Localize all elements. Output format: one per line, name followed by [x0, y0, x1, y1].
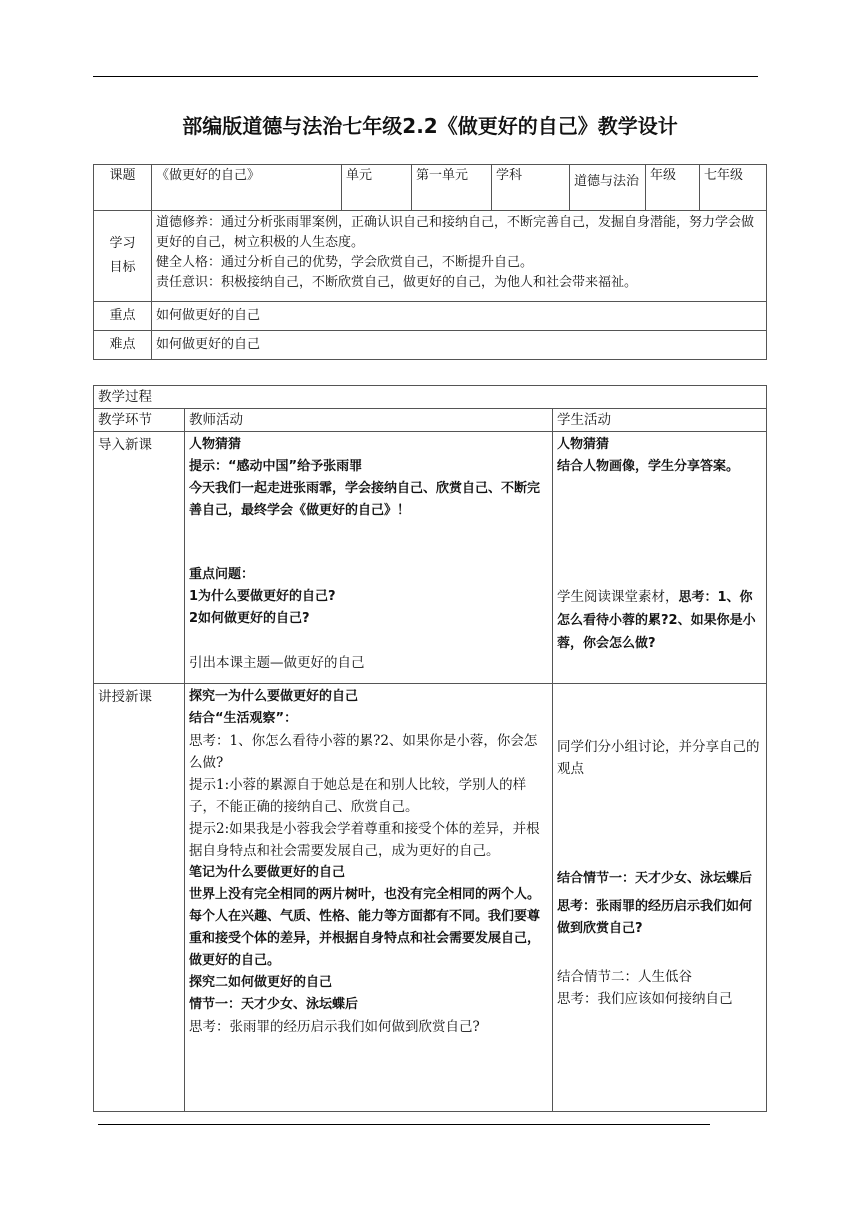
difficulty-label: 难点 — [94, 331, 152, 360]
explore-2-title: 探究二如何做更好的自己 — [189, 975, 333, 990]
goals-label — [94, 211, 152, 302]
think-question-2: 思考：张雨罪的经历启示我们如何做到欣赏自己? — [189, 1019, 480, 1035]
student-plot-2: 结合情节二：人生低谷 — [557, 969, 692, 985]
explore-1-title: 探究一为什么要做更好的自己 — [189, 689, 359, 704]
hint-1: 提示1:小蓉的累源自于她总是在和别人比较，学别人的样子，不能正确的接纳自己、欣赏自己。 — [189, 777, 527, 815]
difficulty-value: 如何做更好的自己 — [152, 331, 767, 360]
document-title: 部编版道德与法治七年级2.2《做更好的自己》教学设计 — [182, 114, 678, 138]
grade-label: 年级 — [646, 165, 700, 211]
intro-statement: 今天我们一起走进张雨霏，学会接纳自己、欣赏自己、不断完善自己，最终学会《做更好的自己》！ — [189, 481, 541, 518]
student-think-1: 思考：张雨罪的经历启示我们如何做到欣赏自己? — [557, 899, 753, 936]
teaching-process-table — [93, 385, 767, 1112]
student-plot-1: 结合情节一：天才少女、泳坛蝶后 — [557, 871, 753, 886]
key-question-1: 1为什么要做更好的自己? — [189, 589, 336, 604]
student-group-discussion: 同学们分小组讨论，并分享自己的观点 — [557, 739, 760, 777]
topic-value: 《做更好的自己》 — [152, 165, 342, 211]
intro-hint: 提示：“感动中国”给予张雨罪 — [189, 459, 363, 474]
student-guess-title: 人物猜猜 — [557, 437, 610, 452]
unit-value: 第一单元 — [412, 165, 492, 211]
stage-intro: 导入新课 — [94, 432, 185, 684]
student-reading-plain: 学生阅读课堂素材， — [557, 589, 679, 605]
notes-content: 世界上没有完全相同的两片树叶，也没有完全相同的两个人。每个人在兴趣、气质、性格、能力等方面都有不同。我们要尊重和接受个体的差异，并根据自身特点和社会需要发展自己，做更好的自己。 — [189, 887, 541, 968]
key-question-2: 2如何做更好的自己? — [189, 611, 310, 626]
header-rule — [93, 76, 758, 77]
footer-rule — [98, 1124, 710, 1125]
topic-label: 课题 — [94, 165, 152, 211]
process-heading: 教学过程 — [94, 386, 767, 409]
student-lecture — [553, 684, 767, 1112]
course-info-table — [93, 164, 767, 360]
intro-guess-title: 人物猜猜 — [189, 437, 242, 452]
key-questions-heading: 重点问题： — [189, 567, 255, 582]
teacher-lecture — [185, 684, 553, 1112]
student-reading — [557, 586, 762, 655]
life-observation: 结合“生活观察”： — [189, 711, 298, 726]
goals-label-text: 学习目标 — [109, 236, 136, 275]
goal-moral: 道德修养：通过分析张雨罪案例，正确认识自己和接纳自己，不断完善自己，发掘自身潜能，努力学会做更好的自己，树立积极的人生态度。 — [156, 215, 755, 250]
hint-2: 提示2:如果我是小蓉我会学着尊重和接受个体的差异，并根据自身特点和社会需要发展自己，成为更好的自己。 — [189, 821, 540, 859]
student-think-2: 思考：我们应该如何接纳自己 — [557, 991, 733, 1007]
plot-1-title: 情节一：天才少女、泳坛蝶后 — [189, 997, 359, 1012]
student-share: 结合人物画像，学生分享答案。 — [557, 459, 740, 474]
key-value: 如何做更好的自己 — [152, 302, 767, 331]
grade-value: 七年级 — [700, 165, 767, 211]
goal-personality: 健全人格：通过分析自己的优势，学会欣赏自己，不断提升自己。 — [156, 255, 534, 270]
stage-lecture: 讲授新课 — [94, 684, 185, 1112]
subject-label: 学科 — [492, 165, 570, 211]
student-intro — [553, 432, 767, 684]
key-label: 重点 — [94, 302, 152, 331]
col-student-header: 学生活动 — [553, 409, 767, 432]
goals-text — [152, 211, 767, 302]
teacher-intro — [185, 432, 553, 684]
think-question-1: 思考：1、你怎么看待小蓉的累?2、如果你是小蓉，你会怎么做? — [189, 733, 538, 771]
student-reading-question: 思考：1、你怎么看待小蓉的累?2、如果你是小蓉，你会怎么做? — [557, 590, 756, 651]
intro-lead: 引出本课主题—做更好的自己 — [189, 655, 365, 671]
col-teacher-header: 教师活动 — [185, 409, 553, 432]
col-stage-header: 教学环节 — [94, 409, 185, 432]
goal-responsibility: 责任意识：积极接纳自己，不断欣赏自己，做更好的自己，为他人和社会带来福祉。 — [156, 275, 638, 290]
notes-title: 笔记为什么要做更好的自己 — [189, 865, 346, 880]
unit-label: 单元 — [342, 165, 412, 211]
subject-value: 道德与法治 — [570, 165, 646, 211]
